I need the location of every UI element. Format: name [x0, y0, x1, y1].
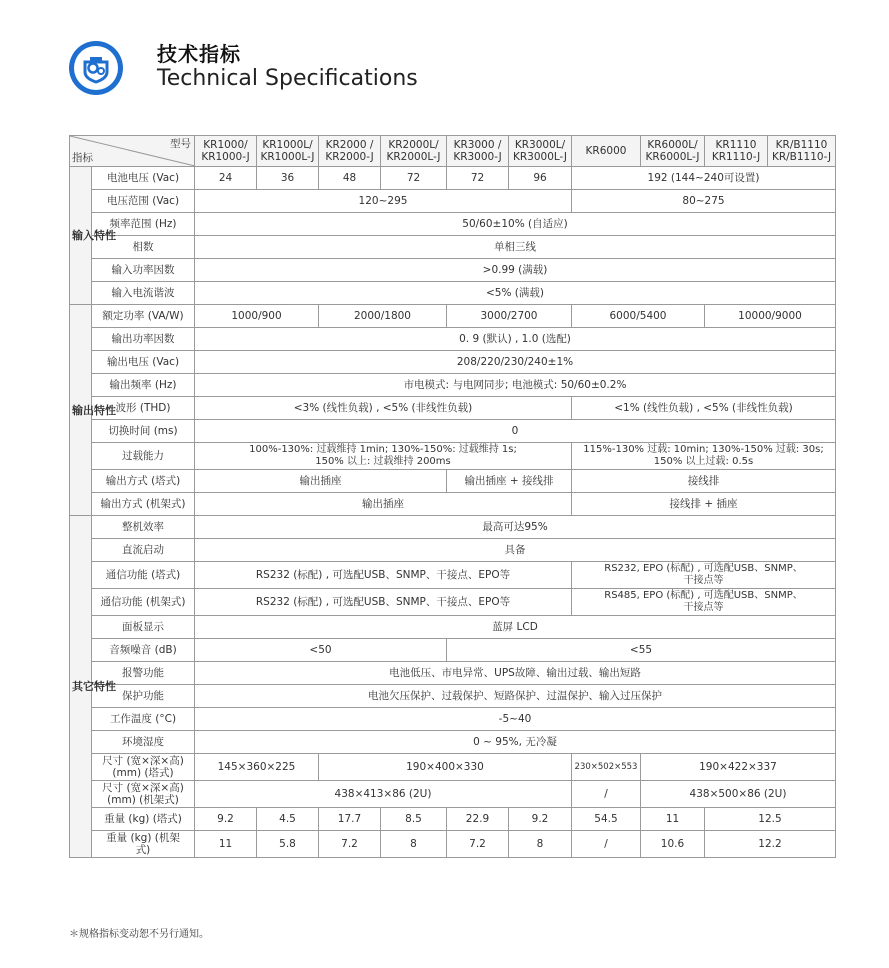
model-header: KR/B1110 KR/B1110-J	[768, 136, 836, 167]
table-cell: 115%-130% 过载: 10min; 130%-150% 过载: 30s; 150% 以上过载: 0.5s	[572, 443, 836, 470]
model-header: KR6000	[572, 136, 641, 167]
table-cell: 80~275	[572, 190, 836, 213]
row-label: 整机效率	[92, 516, 195, 539]
table-cell: 4.5	[257, 808, 319, 831]
table-row	[70, 731, 836, 754]
row-label: 频率范围 (Hz)	[92, 213, 195, 236]
table-cell: 8	[381, 831, 447, 858]
table-cell: 7.2	[319, 831, 381, 858]
model-header: KR6000L/ KR6000L-J	[641, 136, 705, 167]
table-cell: >0.99 (满载)	[195, 259, 836, 282]
table-cell: <5% (满载)	[195, 282, 836, 305]
row-label: 输出功率因数	[92, 328, 195, 351]
row-label: 环境湿度	[92, 731, 195, 754]
table-cell: 8.5	[381, 808, 447, 831]
table-row	[70, 259, 836, 282]
table-row	[70, 470, 836, 493]
table-cell: <1% (线性负载) , <5% (非线性负载)	[572, 397, 836, 420]
table-row	[70, 685, 836, 708]
model-header: KR1000/ KR1000-J	[195, 136, 257, 167]
table-row	[70, 781, 836, 808]
table-cell: 7.2	[447, 831, 509, 858]
table-cell: 2000/1800	[319, 305, 447, 328]
table-cell: 0	[195, 420, 836, 443]
table-cell: 接线排 + 插座	[572, 493, 836, 516]
table-cell: RS232, EPO (标配) , 可选配USB、SNMP、 干接点等	[572, 562, 836, 589]
table-cell: 145×360×225	[195, 754, 319, 781]
corner-spec-label: 指标	[72, 152, 93, 164]
table-row	[70, 443, 836, 470]
row-label: 切换时间 (ms)	[92, 420, 195, 443]
row-label: 输出电压 (Vac)	[92, 351, 195, 374]
header-row	[70, 136, 836, 167]
table-cell: 22.9	[447, 808, 509, 831]
table-row	[70, 562, 836, 589]
table-cell: 市电模式: 与电网同步; 电池模式: 50/60±0.2%	[195, 374, 836, 397]
table-cell: 12.2	[705, 831, 836, 858]
table-cell: 3000/2700	[447, 305, 572, 328]
page-title: 技术指标	[157, 42, 241, 66]
table-cell: -5~40	[195, 708, 836, 731]
row-label: 报警功能	[92, 662, 195, 685]
table-cell: RS232 (标配) , 可选配USB、SNMP、干接点、EPO等	[195, 589, 572, 616]
table-cell: 190×400×330	[319, 754, 572, 781]
group-label-output: 输出特性	[70, 305, 92, 516]
model-header: KR2000L/ KR2000L-J	[381, 136, 447, 167]
model-header: KR3000L/ KR3000L-J	[509, 136, 572, 167]
table-cell: 电池低压、市电异常、UPS故障、输出过载、输出短路	[195, 662, 836, 685]
table-cell: 6000/5400	[572, 305, 705, 328]
group-label-other: 其它特性	[70, 516, 92, 858]
table-cell: 9.2	[195, 808, 257, 831]
row-label: 电池电压 (Vac)	[92, 167, 195, 190]
row-label: 输入电流谐波	[92, 282, 195, 305]
table-row	[70, 282, 836, 305]
table-cell: 24	[195, 167, 257, 190]
table-cell: 190×422×337	[641, 754, 836, 781]
group-label-input: 输入特性	[70, 167, 92, 305]
table-cell: 8	[509, 831, 572, 858]
row-label: 通信功能 (机架式)	[92, 589, 195, 616]
row-label: 直流启动	[92, 539, 195, 562]
page-subtitle: Technical Specifications	[157, 66, 418, 91]
table-row	[70, 374, 836, 397]
row-label: 尺寸 (宽×深×高) (mm) (塔式)	[92, 754, 195, 781]
table-row	[70, 213, 836, 236]
table-cell: 72	[447, 167, 509, 190]
table-cell: 72	[381, 167, 447, 190]
row-label: 尺寸 (宽×深×高) (mm) (机架式)	[92, 781, 195, 808]
table-cell: 230×502×553	[572, 754, 641, 781]
table-cell: 最高可达95%	[195, 516, 836, 539]
table-row	[70, 754, 836, 781]
table-cell: 11	[195, 831, 257, 858]
table-cell: 11	[641, 808, 705, 831]
row-label: 相数	[92, 236, 195, 259]
table-row	[70, 639, 836, 662]
table-cell: 208/220/230/240±1%	[195, 351, 836, 374]
table-row	[70, 190, 836, 213]
table-cell: 1000/900	[195, 305, 319, 328]
row-label: 输出方式 (塔式)	[92, 470, 195, 493]
table-cell: 120~295	[195, 190, 572, 213]
table-row	[70, 708, 836, 731]
table-cell: 0. 9 (默认) , 1.0 (选配)	[195, 328, 836, 351]
model-header: KR1000L/ KR1000L-J	[257, 136, 319, 167]
table-cell: <55	[447, 639, 836, 662]
table-cell: 48	[319, 167, 381, 190]
table-cell: 438×413×86 (2U)	[195, 781, 572, 808]
table-cell: /	[572, 831, 641, 858]
table-cell: RS485, EPO (标配) , 可选配USB、SNMP、 干接点等	[572, 589, 836, 616]
table-row	[70, 539, 836, 562]
row-label: 工作温度 (°C)	[92, 708, 195, 731]
table-cell: 输出插座	[195, 470, 447, 493]
table-cell: <3% (线性负载) , <5% (非线性负载)	[195, 397, 572, 420]
table-cell: /	[572, 781, 641, 808]
table-cell: 输出插座 + 接线排	[447, 470, 572, 493]
table-cell: 10.6	[641, 831, 705, 858]
gear-shield-icon	[68, 40, 124, 96]
table-cell: RS232 (标配) , 可选配USB、SNMP、干接点、EPO等	[195, 562, 572, 589]
table-row	[70, 616, 836, 639]
row-label: 过载能力	[92, 443, 195, 470]
row-label: 额定功率 (VA/W)	[92, 305, 195, 328]
table-row	[70, 493, 836, 516]
table-row	[70, 328, 836, 351]
table-row	[70, 397, 836, 420]
row-label: 输出方式 (机架式)	[92, 493, 195, 516]
model-header: KR1110 KR1110-J	[705, 136, 768, 167]
table-cell: 36	[257, 167, 319, 190]
table-row	[70, 420, 836, 443]
table-cell: 192 (144~240可设置)	[572, 167, 836, 190]
model-header: KR2000 / KR2000-J	[319, 136, 381, 167]
table-cell: 54.5	[572, 808, 641, 831]
table-row	[70, 236, 836, 259]
row-label: 保护功能	[92, 685, 195, 708]
row-label: 输入功率因数	[92, 259, 195, 282]
table-row	[70, 305, 836, 328]
table-cell: 具备	[195, 539, 836, 562]
table-row	[70, 808, 836, 831]
corner-model-label: 型号	[170, 138, 191, 150]
table-cell: <50	[195, 639, 447, 662]
table-cell: 9.2	[509, 808, 572, 831]
row-label: 波形 (THD)	[92, 397, 195, 420]
spec-table	[69, 135, 836, 858]
table-cell: 电池欠压保护、过载保护、短路保护、过温保护、输入过压保护	[195, 685, 836, 708]
row-label: 输出频率 (Hz)	[92, 374, 195, 397]
row-label: 面板显示	[92, 616, 195, 639]
table-cell: 0 ~ 95%, 无冷凝	[195, 731, 836, 754]
table-cell: 接线排	[572, 470, 836, 493]
table-row	[70, 351, 836, 374]
table-cell: 438×500×86 (2U)	[641, 781, 836, 808]
table-row	[70, 662, 836, 685]
table-cell: 输出插座	[195, 493, 572, 516]
corner-cell	[70, 136, 195, 167]
table-cell: 96	[509, 167, 572, 190]
row-label: 电压范围 (Vac)	[92, 190, 195, 213]
table-row	[70, 516, 836, 539]
table-cell: 17.7	[319, 808, 381, 831]
table-row	[70, 167, 836, 190]
table-cell: 蓝屏 LCD	[195, 616, 836, 639]
model-header: KR3000 / KR3000-J	[447, 136, 509, 167]
table-cell: 12.5	[705, 808, 836, 831]
row-label: 重量 (kg) (塔式)	[92, 808, 195, 831]
row-label: 重量 (kg) (机架 式)	[92, 831, 195, 858]
table-cell: 100%-130%: 过载维持 1min; 130%-150%: 过载维持 1s; 150% 以上: 过载维持 200ms	[195, 443, 572, 470]
table-cell: 5.8	[257, 831, 319, 858]
table-cell: 单相三线	[195, 236, 836, 259]
table-cell: 50/60±10% (自适应)	[195, 213, 836, 236]
table-row	[70, 831, 836, 858]
table-cell: 10000/9000	[705, 305, 836, 328]
row-label: 音频噪音 (dB)	[92, 639, 195, 662]
footnote: ＊规格指标变动恕不另行通知。	[69, 929, 209, 940]
row-label: 通信功能 (塔式)	[92, 562, 195, 589]
table-row	[70, 589, 836, 616]
